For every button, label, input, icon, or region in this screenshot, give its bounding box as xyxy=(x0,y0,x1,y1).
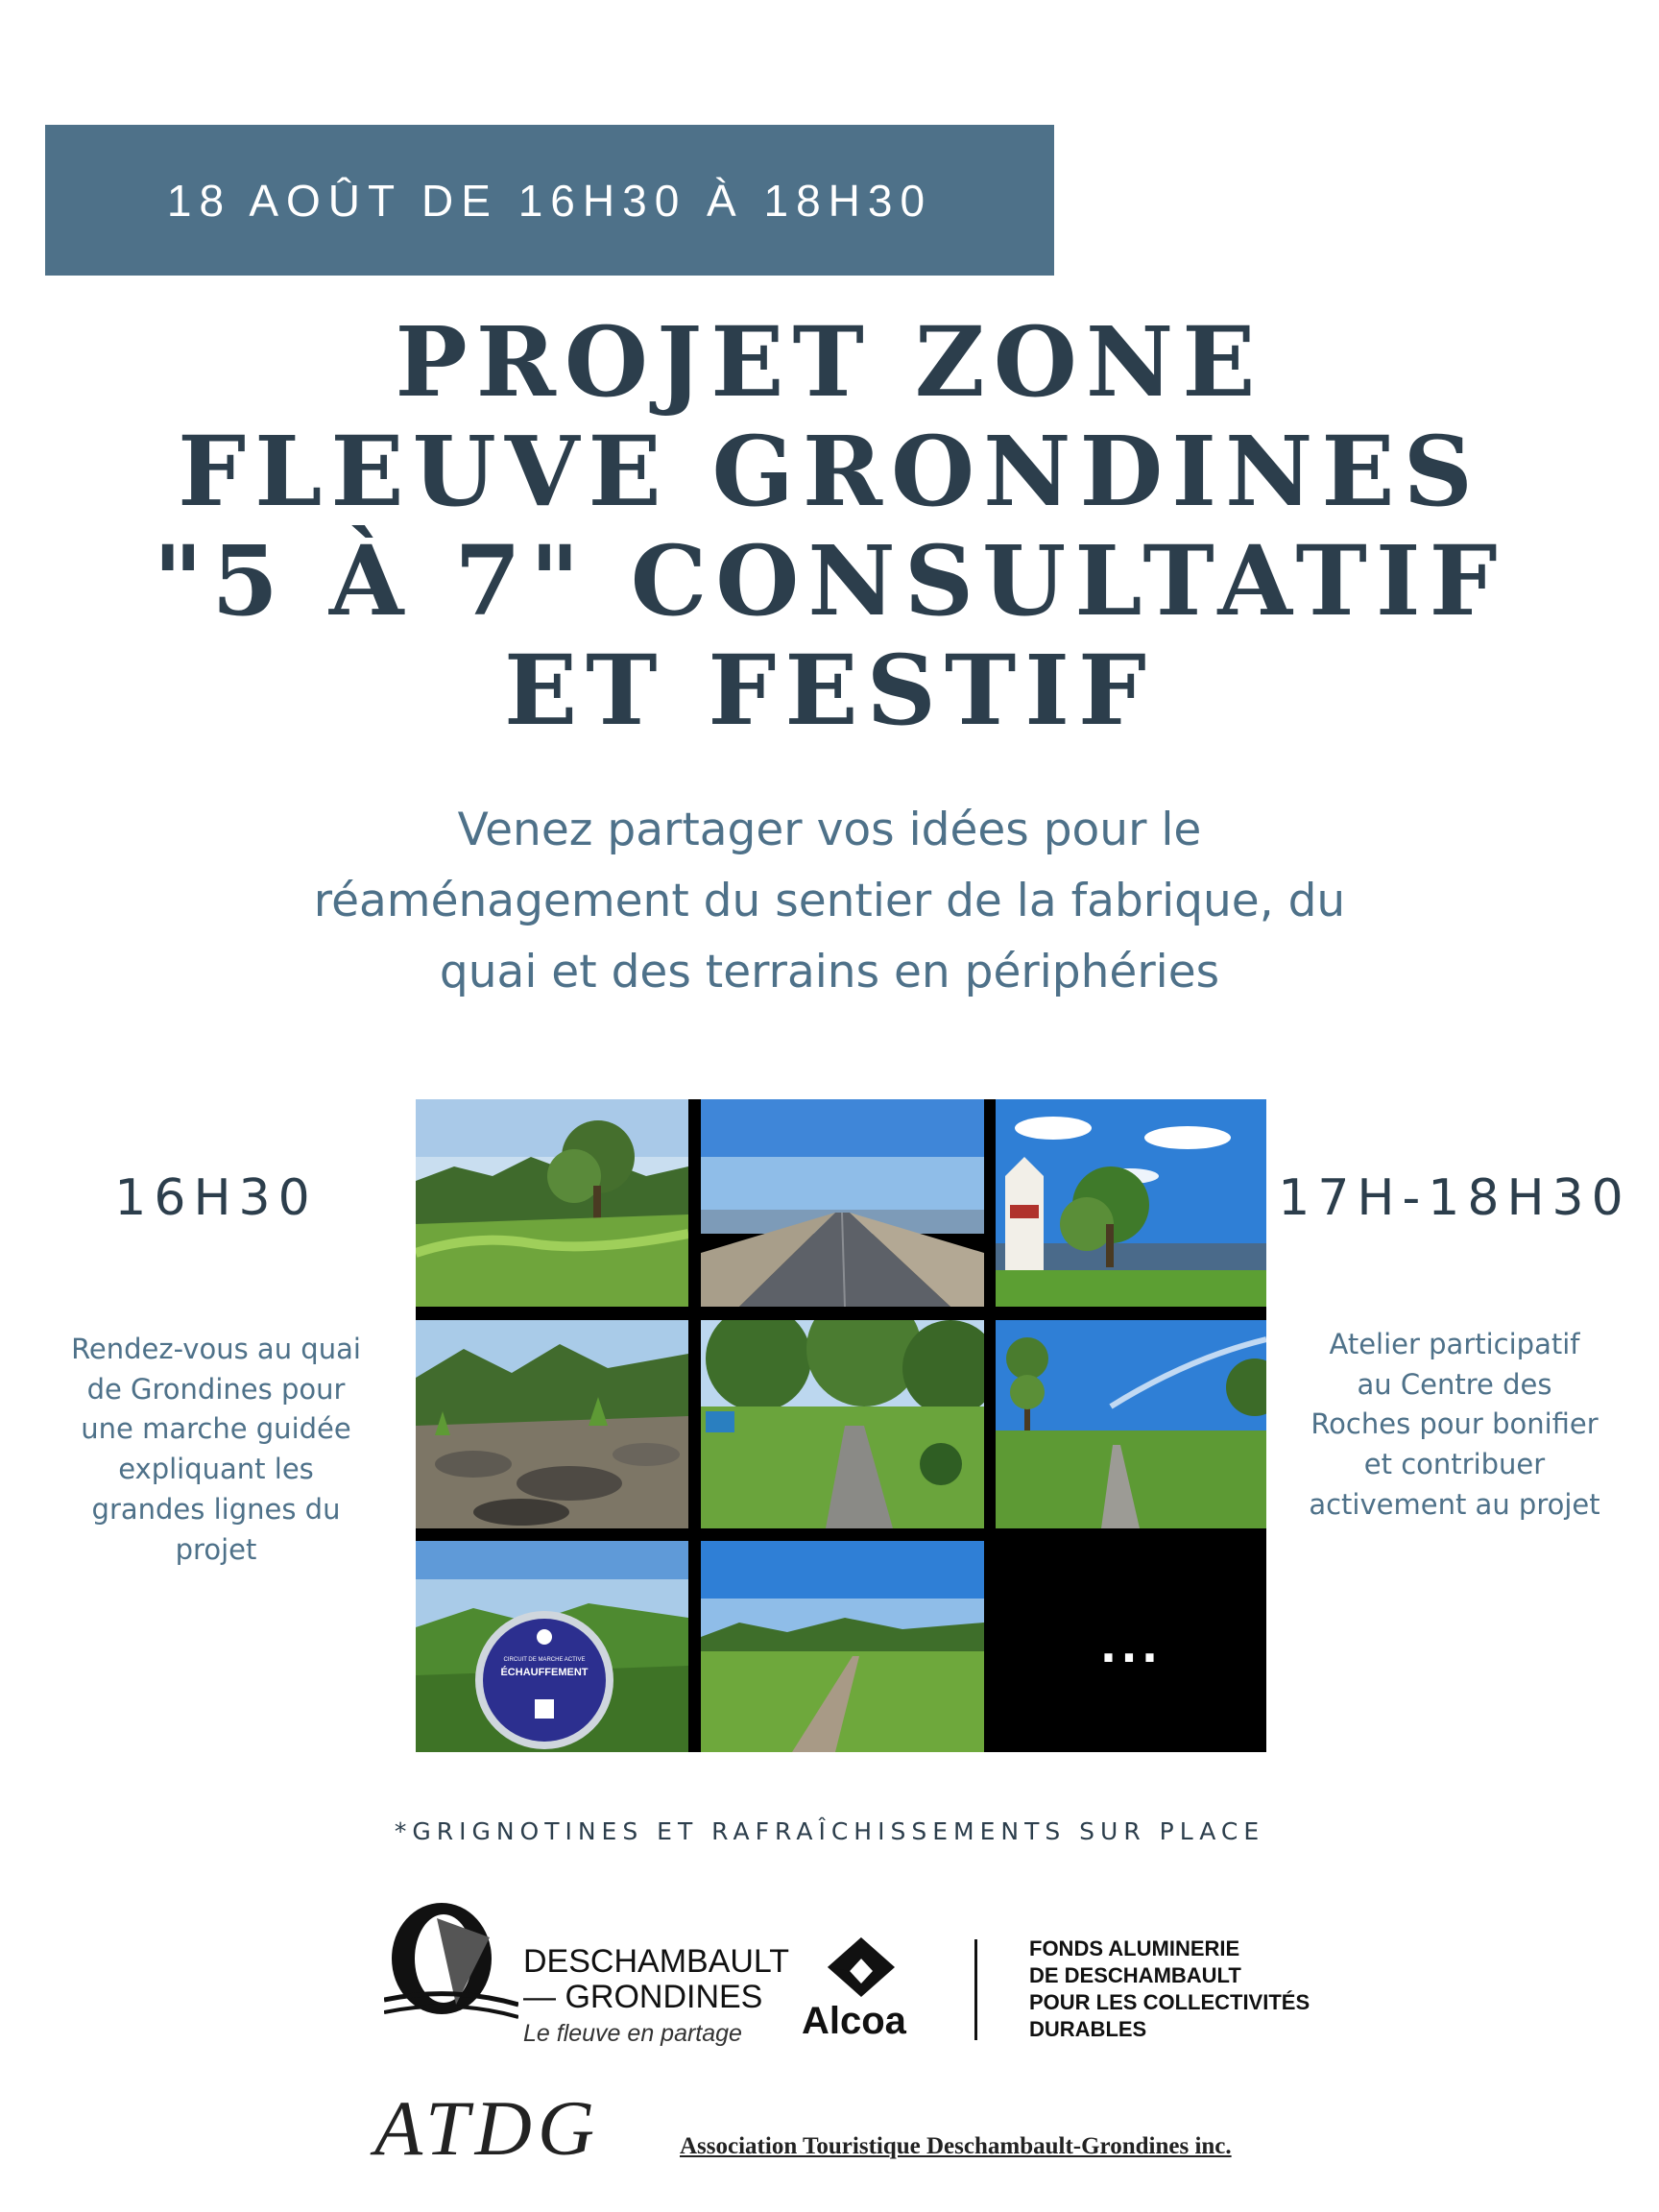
title-line: FLEUVE GRONDINES xyxy=(178,415,1481,528)
sign-line2: ÉCHAUFFEMENT xyxy=(500,1667,589,1678)
logo-divider xyxy=(974,1939,977,2040)
title-line: ET FESTIF xyxy=(503,634,1156,747)
date-text: 18 AOÛT DE 16H30 À 18H30 xyxy=(166,175,933,226)
deschambault-grondines-logo-icon xyxy=(384,1899,518,2024)
event-title xyxy=(0,307,1659,745)
left-line: de Grondines pour xyxy=(86,1372,346,1406)
event-description xyxy=(0,795,1659,1008)
photo-tree-meadow xyxy=(416,1099,688,1307)
right-description xyxy=(1262,1325,1647,1526)
left-line: une marche guidée xyxy=(81,1412,351,1446)
sign-line1: CIRCUIT DE MARCHE ACTIVE xyxy=(503,1657,586,1663)
right-line: Atelier participatif xyxy=(1329,1328,1580,1360)
left-line: grandes lignes du xyxy=(91,1492,341,1526)
title-line: PROJET ZONE xyxy=(395,305,1264,419)
time-left: 16H30 xyxy=(114,1169,318,1227)
refreshments-note: *GRIGNOTINES ET RAFRAÎCHISSEMENTS SUR PLACE xyxy=(394,1817,1265,1845)
photo-park-path xyxy=(701,1320,984,1528)
right-line: activement au projet xyxy=(1309,1487,1600,1521)
deschambault-name: DESCHAMBAULT xyxy=(523,1943,790,1980)
atdg-logo: ATDG xyxy=(374,2084,601,2172)
photo-lighthouse-lawn xyxy=(996,1099,1266,1307)
deschambault-tagline: Le fleuve en partage xyxy=(523,2020,742,2047)
fonds-line: DE DESCHAMBAULT xyxy=(1029,1963,1241,1987)
description-line: réaménagement du sentier de la fabrique, du xyxy=(313,875,1346,927)
left-description xyxy=(38,1330,394,1570)
photo-boardwalk xyxy=(701,1541,984,1752)
photo-trail-field xyxy=(996,1320,1266,1528)
alcoa-name: Alcoa xyxy=(802,2000,906,2042)
title-line: "5 À 7" CONSULTATIF xyxy=(153,524,1506,637)
description-line: Venez partager vos idées pour le xyxy=(457,804,1202,856)
description-line: quai et des terrains en périphéries xyxy=(439,946,1220,998)
more-photos-button[interactable] xyxy=(996,1541,1266,1752)
fonds-line: FONDS ALUMINERIE xyxy=(1029,1936,1240,1960)
time-right: 17H-18H30 xyxy=(1278,1169,1631,1227)
right-line: au Centre des xyxy=(1357,1367,1552,1401)
left-line: expliquant les xyxy=(118,1453,314,1486)
left-line: Rendez-vous au quai xyxy=(71,1333,361,1365)
photo-rocky-shore xyxy=(416,1320,688,1528)
right-line: Roches pour bonifier xyxy=(1310,1407,1599,1441)
date-banner xyxy=(45,125,1054,276)
left-line: projet xyxy=(175,1532,257,1566)
photo-grid xyxy=(416,1099,1266,1752)
photo-circuit-sign xyxy=(416,1541,688,1752)
fonds-line: POUR LES COLLECTIVITÉS xyxy=(1029,1990,1310,2014)
alcoa-logo-icon xyxy=(828,1937,895,1997)
more-label: ... xyxy=(1099,1621,1163,1672)
grondines-name: — GRONDINES xyxy=(523,1979,763,2015)
fonds-aluminerie-text xyxy=(1029,1936,1310,2043)
right-line: et contribuer xyxy=(1363,1448,1546,1481)
atdg-association-name: Association Touristique Deschambault-Grondines inc. xyxy=(680,2133,1232,2159)
fonds-line: DURABLES xyxy=(1029,2017,1147,2041)
photo-quay-path xyxy=(701,1099,984,1307)
